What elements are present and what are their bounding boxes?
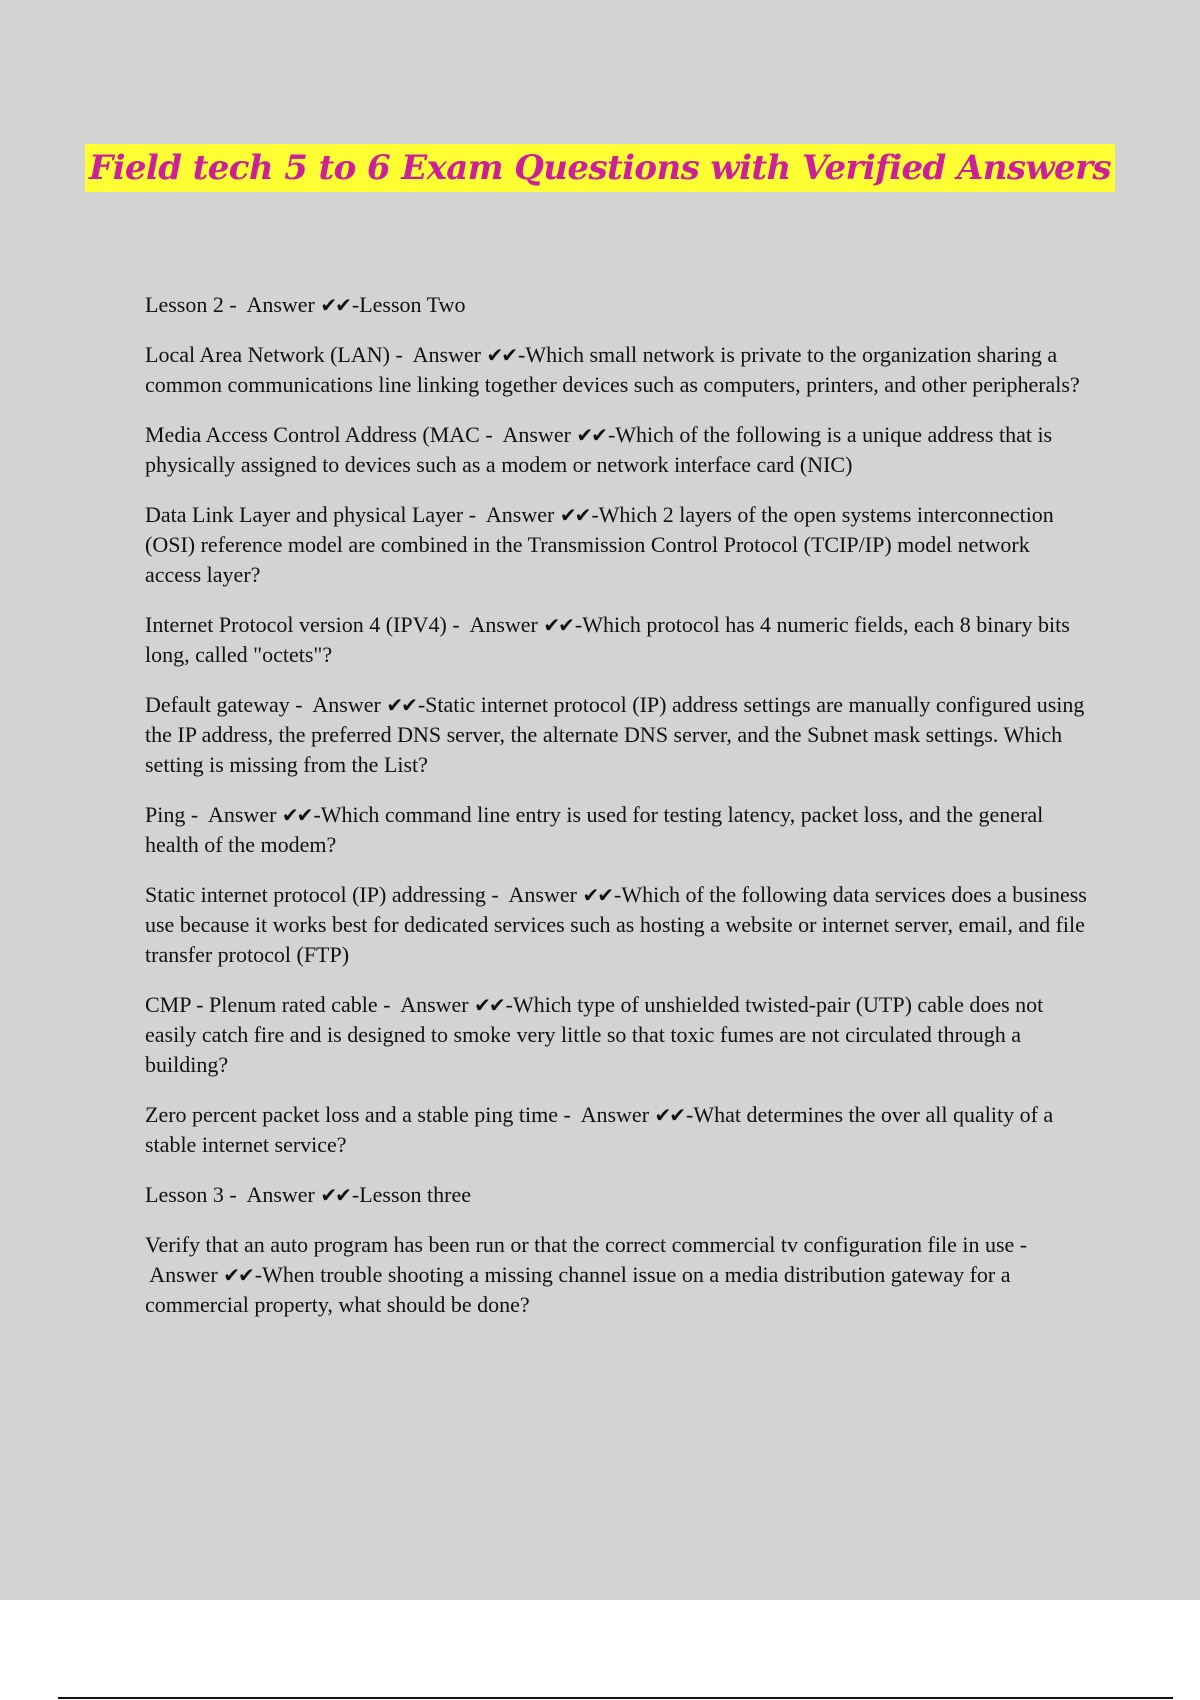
answer-label: Answer xyxy=(312,692,381,717)
answer-label: Answer xyxy=(508,882,577,907)
qa-entry xyxy=(145,1230,1090,1320)
answer-label: Answer xyxy=(400,992,469,1017)
entry-term: Local Area Network (LAN) - xyxy=(145,342,409,367)
answer-label: Answer xyxy=(502,422,571,447)
entry-answer: -Which of the following data services does a business use because it works best for dedicated services such as hosting a website or internet server, email, and file transfer protocol (FTP) xyxy=(145,882,1087,967)
checkmark-icon: ✔✔ xyxy=(543,613,573,637)
entry-answer: -Which protocol has 4 numeric fields, each 8 binary bits long, called "octets"? xyxy=(145,612,1070,667)
checkmark-icon: ✔✔ xyxy=(474,993,504,1017)
entry-term: Media Access Control Address (MAC - xyxy=(145,422,499,447)
entry-answer: -Lesson three xyxy=(351,1182,472,1207)
footer-divider xyxy=(58,1697,1173,1699)
qa-entry xyxy=(145,1100,1090,1160)
answer-label: Answer xyxy=(469,612,538,637)
qa-entry xyxy=(145,610,1090,670)
entry-term: Static internet protocol (IP) addressing - xyxy=(145,882,505,907)
entry-answer: -When trouble shooting a missing channel issue on a media distribution gateway for a commercial property, what should be done? xyxy=(145,1262,1011,1317)
entry-term: Lesson 2 - xyxy=(145,292,243,317)
entry-term: Lesson 3 - xyxy=(145,1182,243,1207)
qa-entry xyxy=(145,290,1090,320)
checkmark-icon: ✔✔ xyxy=(582,883,612,907)
answer-label: Answer xyxy=(246,1182,315,1207)
qa-entry xyxy=(145,990,1090,1080)
entry-term: Internet Protocol version 4 (IPV4) - xyxy=(145,612,466,637)
checkmark-icon: ✔✔ xyxy=(486,343,517,367)
qa-entry xyxy=(145,1180,1090,1210)
checkmark-icon: ✔✔ xyxy=(281,803,312,827)
entry-answer: -Static internet protocol (IP) address settings are manually configured using the IP address, the preferred DNS server, the alternate DNS server, and the Subnet mask settings. Which setting is missing from the List? xyxy=(145,692,1085,777)
checkmark-icon: ✔✔ xyxy=(559,503,590,527)
checkmark-icon: ✔✔ xyxy=(223,1263,253,1287)
entry-answer: -Which small network is private to the organization sharing a common communications line linking together devices such as computers, printers, and other peripherals? xyxy=(145,342,1080,397)
entry-answer: -Which command line entry is used for testing latency, packet loss, and the general health of the modem? xyxy=(145,802,1044,857)
qa-entry xyxy=(145,800,1090,860)
answer-label: Answer xyxy=(412,342,482,367)
entry-term: Verify that an auto program has been run or that the correct commercial tv configuration file in use - xyxy=(145,1232,1028,1257)
qa-entry xyxy=(145,420,1090,480)
title-container xyxy=(0,144,1200,192)
qa-entry xyxy=(145,500,1090,590)
qa-entry xyxy=(145,880,1090,970)
answer-label: Answer xyxy=(207,802,277,827)
document-title: Field tech 5 to 6 Exam Questions with Verified Answers xyxy=(85,144,1115,192)
answer-label: Answer xyxy=(246,292,315,317)
entry-term: Data Link Layer and physical Layer - xyxy=(145,502,482,527)
entry-answer: -Lesson Two xyxy=(351,292,466,317)
entry-term: CMP - Plenum rated cable - xyxy=(145,992,396,1017)
entry-answer: -Which 2 layers of the open systems interconnection (OSI) reference model are combined in the Transmission Control Protocol (TCIP/IP) model network access layer? xyxy=(145,502,1054,587)
entry-answer: -Which type of unshielded twisted-pair (UTP) cable does not easily catch fire and is designed to smoke very little so that toxic fumes are not circulated through a building? xyxy=(145,992,1044,1077)
checkmark-icon: ✔✔ xyxy=(576,423,606,447)
entry-term: Default gateway - xyxy=(145,692,309,717)
answer-label: Answer xyxy=(485,502,555,527)
checkmark-icon: ✔✔ xyxy=(386,693,416,717)
qa-entry xyxy=(145,690,1090,780)
checkmark-icon: ✔✔ xyxy=(320,293,350,317)
entry-answer: -What determines the over all quality of a stable internet service? xyxy=(145,1102,1054,1157)
entry-answer: -Which of the following is a unique address that is physically assigned to devices such as a modem or network interface card (NIC) xyxy=(145,422,1053,477)
answer-label: Answer xyxy=(580,1102,650,1127)
qa-list xyxy=(145,290,1090,1340)
qa-entry xyxy=(145,340,1090,400)
checkmark-icon: ✔✔ xyxy=(654,1103,685,1127)
checkmark-icon: ✔✔ xyxy=(320,1183,350,1207)
entry-term: Zero percent packet loss and a stable ping time - xyxy=(145,1102,577,1127)
entry-term: Ping - xyxy=(145,802,204,827)
answer-label: Answer xyxy=(149,1262,218,1287)
